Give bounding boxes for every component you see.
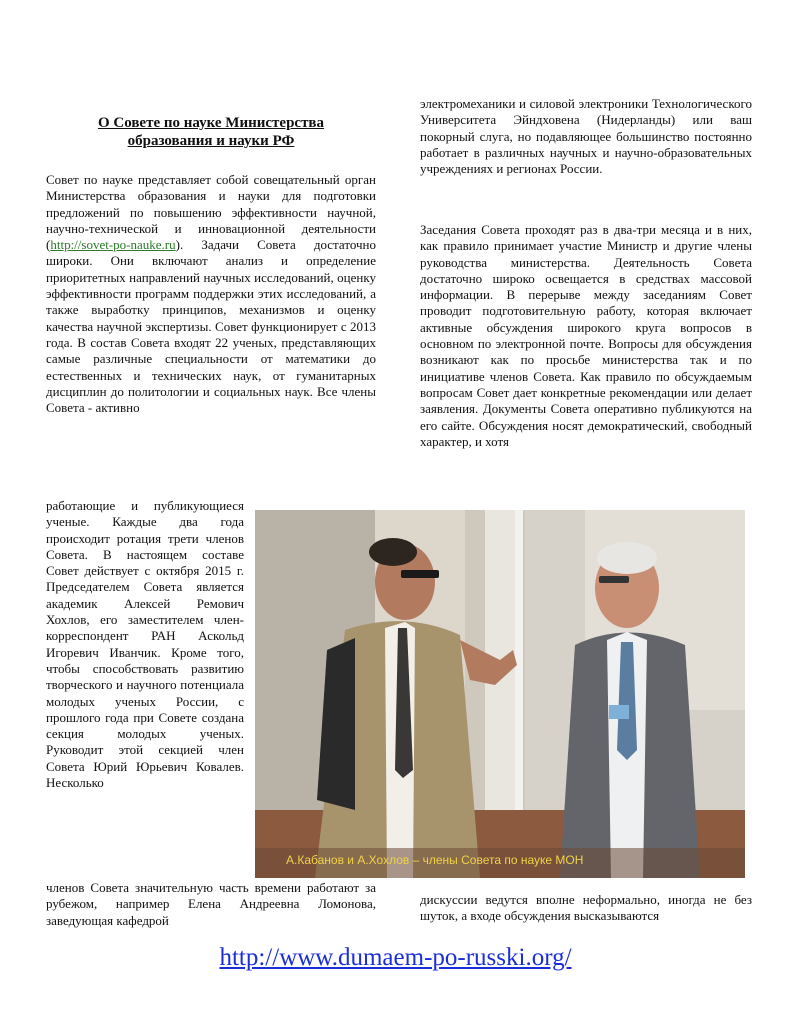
footer-url-link[interactable]: http://www.dumaem-po-russki.org/ xyxy=(219,944,572,971)
right-paragraph-2: Заседания Совета проходят раз в два-три месяца и в них, как правило принимает участие Министр и другие члены руководства министерства. Деятельность Совета достаточно широко освещается в средствах массовой информации. В перерыве между заседаниям Совет проводит подготовительную работу, которая включает активные обсуждения широкого круга вопросов в основном по электронной почте. Вопросы для обсуждения возникают как по просьбе министерства так и по инициативе членов Совета. Как правило по обсуждаемым вопросам Совет дает конкретные рекомендации или делает заявления. Документы Совета оперативно публикуются на его сайте. Обсуждения носят демократический, свободный характер, и хотя xyxy=(420,222,752,449)
photo-caption: А.Кабанов и А.Хохлов – члены Совета по науке МОН xyxy=(286,853,584,867)
left-narrow-text xyxy=(46,498,244,791)
photo-illustration xyxy=(255,510,745,878)
left-text-before-link: Совет по науке представляет собой совещательный орган Министерства образования и науки для подготовки предложений по повышению эффективности научной, научно-технической и инновационной деятельности ( xyxy=(46,172,376,253)
right-top-paragraph: электромеханики и силовой электроники Технологического Университета Эйндховена (Нидерланды) или ваш покорный слуга, но подавляющее большинство постоянно работает в различных научных и научно-образовательных учреждениях и регионах России. xyxy=(420,96,752,177)
article-photo xyxy=(255,510,745,878)
left-column-bottom xyxy=(46,880,376,929)
left-bottom-paragraph: членов Совета значительную часть времени работают за рубежом, например Елена Андреевна Ломонова, заведующая кафедрой xyxy=(46,880,376,928)
right-column-paragraph-2 xyxy=(420,222,752,450)
left-paragraph-1 xyxy=(46,172,376,416)
right-column-bottom xyxy=(420,892,752,925)
sovet-link[interactable]: http://sovet-po-nauke.ru xyxy=(50,237,176,253)
left-text-after-link: ). Задачи Совета достаточно широки. Они включают анализ и определение приоритетных направлений научных исследований, оценку эффективности программ поддержки этих исследований, а также выработку принципов, механизмов и оценку качества научной экспертизы. Совет функционирует с 2013 года. В состав Совета входят 22 ученых, представляющих самые различные специальности от математики до естественных и технических наук, от гуманитарных дисциплин до политологии и социальных наук. Все члены Совета - активно xyxy=(46,237,376,416)
article-title xyxy=(46,114,376,150)
right-column-top xyxy=(420,96,752,177)
right-bottom-paragraph: дискуссии ведутся вполне неформально, иногда не без шуток, а входе обсуждения высказываются xyxy=(420,892,752,924)
left-column-top xyxy=(46,172,376,416)
left-narrow-paragraph: работающие и публикующиеся ученые. Каждые два года происходит ротация трети членов Совета. В настоящем составе Совет действует с октября 2015 г. Председателем Совета является академик Алексей Ремович Хохлов, его заместителем член-корреспондент РАН Аскольд Игоревич Иванчик. Кроме того, чтобы способствовать развитию творческого и научного потенциала молодых ученых России, с прошлого года при Совете создана секция молодых ученых. Руководит этой секцией член Совета Юрий Юрьевич Ковалев. Несколько xyxy=(46,498,244,791)
title-line-2: образования и науки РФ xyxy=(127,133,295,149)
title-line-1: О Совете по науке Министерства xyxy=(97,115,325,131)
